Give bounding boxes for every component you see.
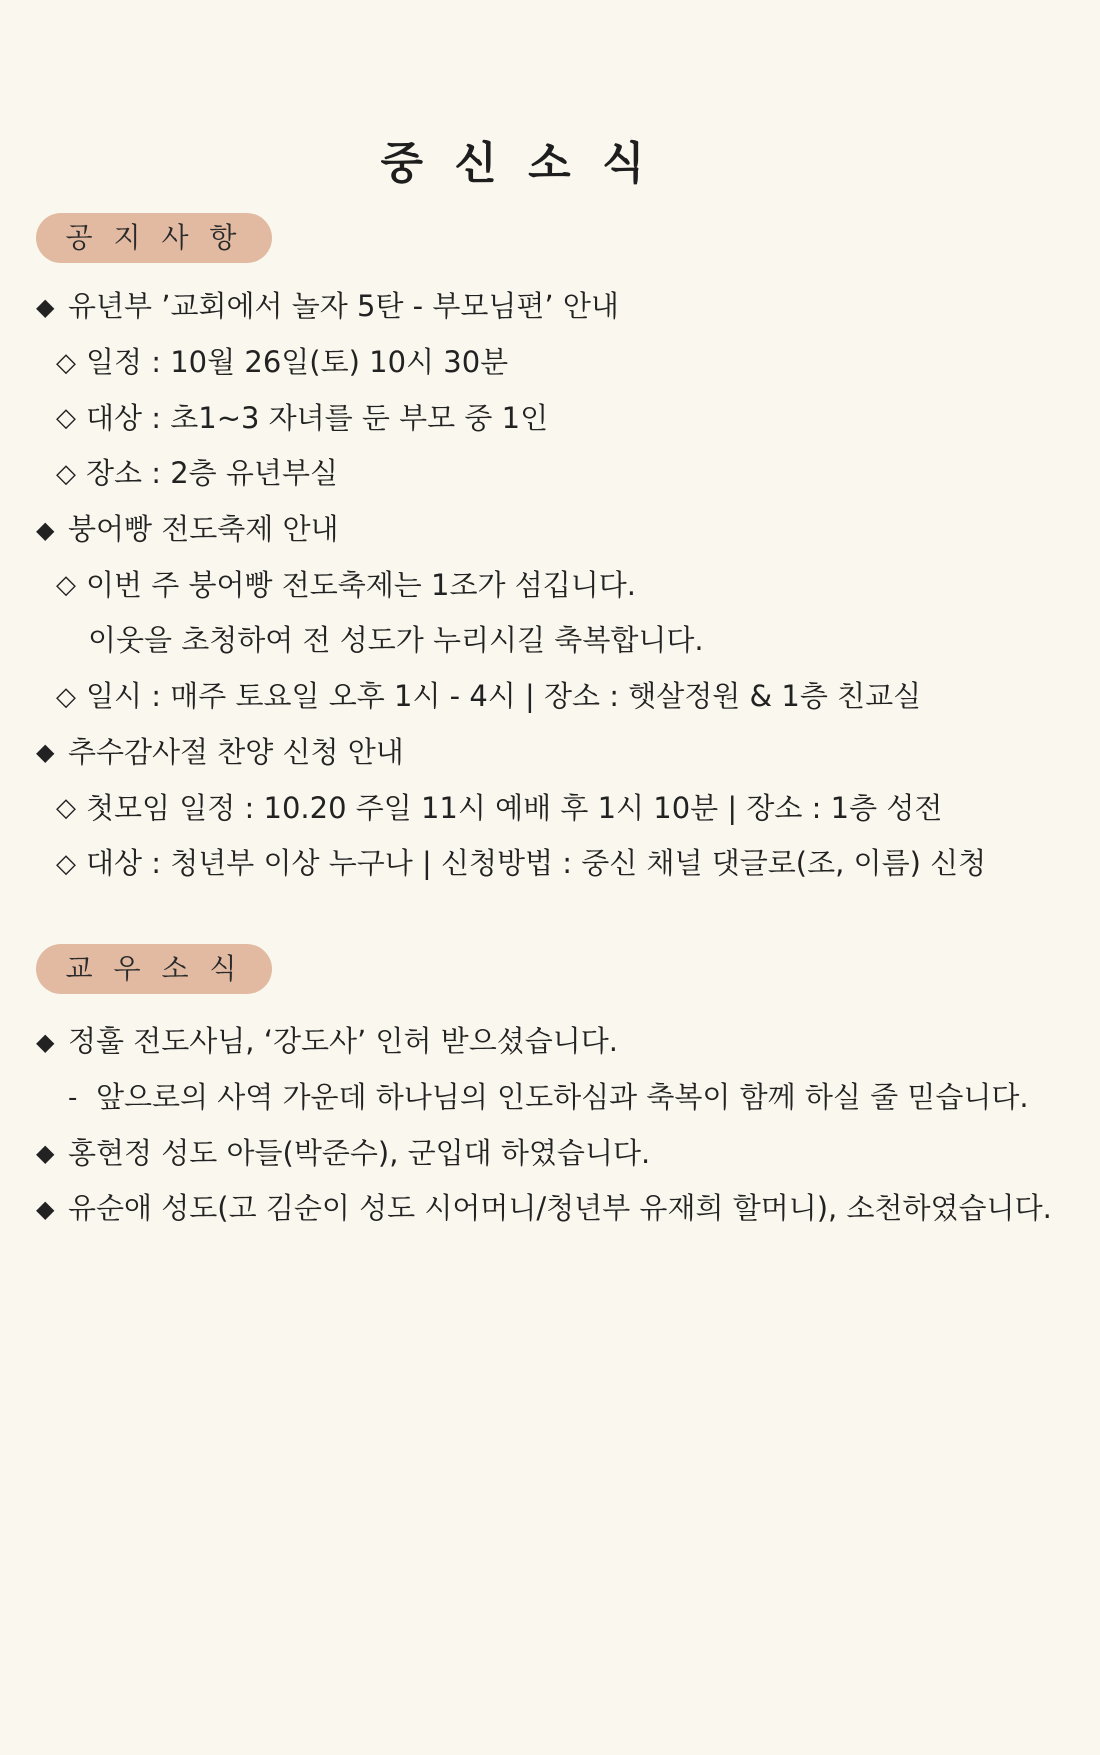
list-item-text: 유년부 ’교회에서 놀자 5탄 - 부모님편’ 안내 bbox=[68, 289, 619, 324]
list-item-text: 붕어빵 전도축제 안내 bbox=[68, 512, 339, 547]
hollow-diamond-bullet-icon: ◇ bbox=[56, 458, 76, 489]
hollow-diamond-bullet-icon: ◇ bbox=[56, 403, 76, 434]
list-item bbox=[36, 335, 1080, 391]
members-news-section bbox=[36, 944, 1080, 1237]
list-item bbox=[36, 390, 1080, 446]
list-item bbox=[36, 1070, 1080, 1126]
list-item bbox=[36, 279, 1080, 335]
members-news-list bbox=[36, 1014, 1080, 1237]
filled-diamond-bullet-icon: ◆ bbox=[36, 1027, 55, 1056]
list-item-text: 첫모임 일정 : 10.20 주일 11시 예배 후 1시 10분 | 장소 : 1층 성전 bbox=[86, 790, 943, 825]
list-item-text: 홍현정 성도 아들(박준수), 군입대 하였습니다. bbox=[68, 1135, 651, 1170]
dash-bullet-icon: - bbox=[68, 1082, 78, 1113]
list-item bbox=[36, 1125, 1080, 1181]
filled-diamond-bullet-icon: ◆ bbox=[36, 292, 55, 321]
list-item bbox=[36, 557, 1080, 613]
filled-diamond-bullet-icon: ◆ bbox=[36, 515, 55, 544]
hollow-diamond-bullet-icon: ◇ bbox=[56, 570, 76, 601]
list-item bbox=[36, 780, 1080, 836]
list-item-text: 대상 : 초1~3 자녀를 둔 부모 중 1인 bbox=[86, 400, 549, 435]
list-item-text: 대상 : 청년부 이상 누구나 | 신청방법 : 중신 채널 댓글로(조, 이름) 신청 bbox=[86, 846, 987, 881]
hollow-diamond-bullet-icon: ◇ bbox=[56, 793, 76, 824]
list-item-text: 일시 : 매주 토요일 오후 1시 - 4시 | 장소 : 햇살정원 & 1층 친교실 bbox=[86, 679, 922, 714]
list-item bbox=[36, 1014, 1080, 1070]
list-item bbox=[36, 502, 1080, 558]
list-item bbox=[36, 1181, 1080, 1237]
hollow-diamond-bullet-icon: ◇ bbox=[56, 848, 76, 879]
list-item-text: 유순애 성도(고 김순이 성도 시어머니/청년부 유재희 할머니), 소천하였습니다. bbox=[68, 1191, 1052, 1226]
members-news-section-label: 교 우 소 식 bbox=[36, 944, 272, 994]
list-item-text: 이웃을 초청하여 전 성도가 누리시길 축복합니다. bbox=[88, 623, 704, 658]
notice-section bbox=[36, 213, 1080, 892]
notice-section-label: 공 지 사 항 bbox=[36, 213, 272, 263]
list-item bbox=[36, 446, 1080, 502]
list-item-text: 이번 주 붕어빵 전도축제는 1조가 섬깁니다. bbox=[86, 567, 636, 602]
page-title: 중 신 소 식 bbox=[380, 138, 653, 190]
notice-list bbox=[36, 279, 1080, 892]
list-item bbox=[36, 669, 1080, 725]
list-item-text: 장소 : 2층 유년부실 bbox=[86, 456, 338, 491]
list-item-text: 일정 : 10월 26일(토) 10시 30분 bbox=[86, 345, 509, 380]
filled-diamond-bullet-icon: ◆ bbox=[36, 1194, 55, 1223]
hollow-diamond-bullet-icon: ◇ bbox=[56, 681, 76, 712]
list-item-text: 앞으로의 사역 가운데 하나님의 인도하심과 축복이 함께 하실 줄 믿습니다. bbox=[96, 1080, 1029, 1115]
list-item bbox=[36, 836, 1080, 892]
hollow-diamond-bullet-icon: ◇ bbox=[56, 347, 76, 378]
filled-diamond-bullet-icon: ◆ bbox=[36, 738, 55, 767]
list-item-text: 정훌 전도사님, ‘강도사’ 인허 받으셨습니다. bbox=[68, 1024, 618, 1059]
list-item bbox=[36, 725, 1080, 781]
list-item-text: 추수감사절 찬양 신청 안내 bbox=[68, 734, 404, 769]
list-item bbox=[36, 613, 1080, 669]
filled-diamond-bullet-icon: ◆ bbox=[36, 1139, 55, 1168]
